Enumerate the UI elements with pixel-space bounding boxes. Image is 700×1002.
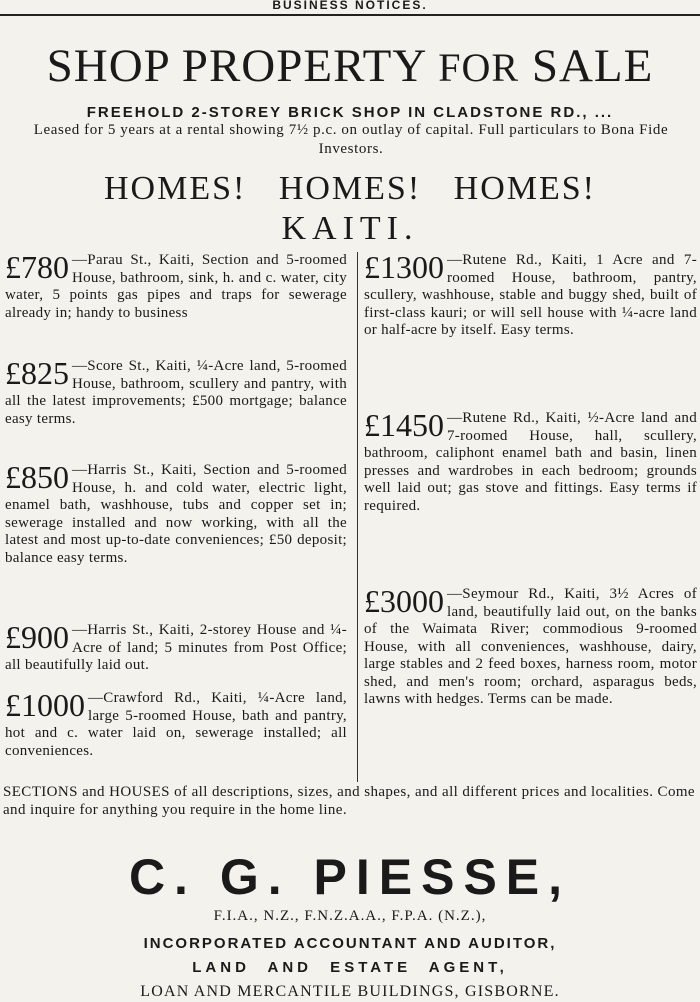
listing-text: —Crawford Rd., Kaiti, ¼-Acre land, large 5-roomed House, bath and pantry, hot and c. water laid on, sewerage installed; all conveniences. [5, 690, 347, 759]
listing-price: £3000 [364, 583, 444, 619]
sub-text: Leased for 5 years at a rental showing 7½ p.c. on outlay of capital. Full particulars to Bona Fide Investors. [33, 122, 669, 157]
listing-780 [5, 249, 347, 322]
listing-1000 [5, 687, 347, 760]
listing-text: —Rutene Rd., Kaiti, 1 Acre and 7-roomed House, bathroom, pantry, scullery, washhouse, stable and buggy shed, built of first-class kauri; or will sell house with ¼-acre land or half-acre by itself. Easy terms. [364, 252, 697, 338]
listing-text: —Harris St., Kaiti, 2-storey House and ¼-Acre of land; 5 minutes from Post Office; all beautifully laid out. [5, 622, 347, 673]
heading-part2: FOR [438, 45, 520, 90]
listing-price: £850 [5, 459, 69, 495]
listing-1450 [364, 407, 697, 515]
advertiser-name: C. G. PIESSE, [128, 849, 572, 905]
location-heading: KAITI. [281, 210, 419, 247]
footer-text: SECTIONS and HOUSES of all descriptions, sizes, and shapes, and all different prices and localities. Come and inquire for anything you require in the home line. [3, 784, 695, 818]
listing-price: £1000 [5, 687, 85, 723]
running-head: BUSINESS NOTICES. [272, 0, 428, 10]
sub-heading: FREEHOLD 2-STOREY BRICK SHOP IN CLADSTONE RD., ... [86, 104, 614, 121]
advertiser-title-agent: LAND AND ESTATE AGENT, [192, 959, 508, 976]
heading-part3: SALE [531, 40, 654, 92]
listing-text: —Harris St., Kaiti, Section and 5-roomed House, h. and cold water, electric light, enamel bath, washhouse, tubs and copper set in; sewerage installed and now working, with all the latest and most up-to-date conveniences; £50 deposit; balance easy terms. [5, 462, 347, 566]
listing-1300 [364, 249, 697, 340]
homes-heading: HOMES! HOMES! HOMES! [103, 170, 597, 207]
listing-3000 [364, 583, 697, 709]
listing-text: —Seymour Rd., Kaiti, 3½ Acres of land, beautifully laid out, on the banks of the Waimata River; commodious 9-roomed House, with all conveniences, washhouse, dairy, large stables and 2 feed boxes, harness room, motor shed, and men's room; orchard, asparagus beds, lawns with hedges. Terms can be made. [364, 586, 697, 707]
listing-price: £780 [5, 249, 69, 285]
listing-price: £900 [5, 619, 69, 655]
advertiser-qualifications: F.I.A., N.Z., F.N.Z.A.A., F.P.A. (N.Z.), [213, 908, 487, 924]
column-divider [357, 252, 358, 782]
listing-price: £1450 [364, 407, 444, 443]
listing-text: —Parau St., Kaiti, Section and 5-roomed House, bathroom, sink, h. and c. water, city water, 5 points gas pipes and traps for sewerage already in; handy to business [5, 252, 347, 321]
listing-text: —Score St., Kaiti, ¼-Acre land, 5-roomed House, bathroom, scullery and pantry, with all the latest improvements; £500 mortgage; balance easy terms. [5, 358, 347, 427]
advertiser-title-accountant: INCORPORATED ACCOUNTANT AND AUDITOR, [143, 935, 557, 952]
listing-825 [5, 355, 347, 428]
main-heading [0, 40, 700, 94]
listing-850 [5, 459, 347, 567]
listing-price: £1300 [364, 249, 444, 285]
listing-900 [5, 619, 347, 675]
heading-part1: SHOP PROPERTY [46, 40, 426, 92]
listing-text: —Rutene Rd., Kaiti, ½-Acre land and 7-roomed House, hall, scullery, bathroom, caliphont enamel bath and basin, linen presses and wardrobes in each bedroom; grounds well laid out; gas stove and fittings. Easy terms if required. [364, 410, 697, 514]
advertiser-address: LOAN AND MERCANTILE BUILDINGS, GISBORNE. [140, 983, 560, 1000]
listing-price: £825 [5, 355, 69, 391]
top-rule [0, 14, 700, 16]
